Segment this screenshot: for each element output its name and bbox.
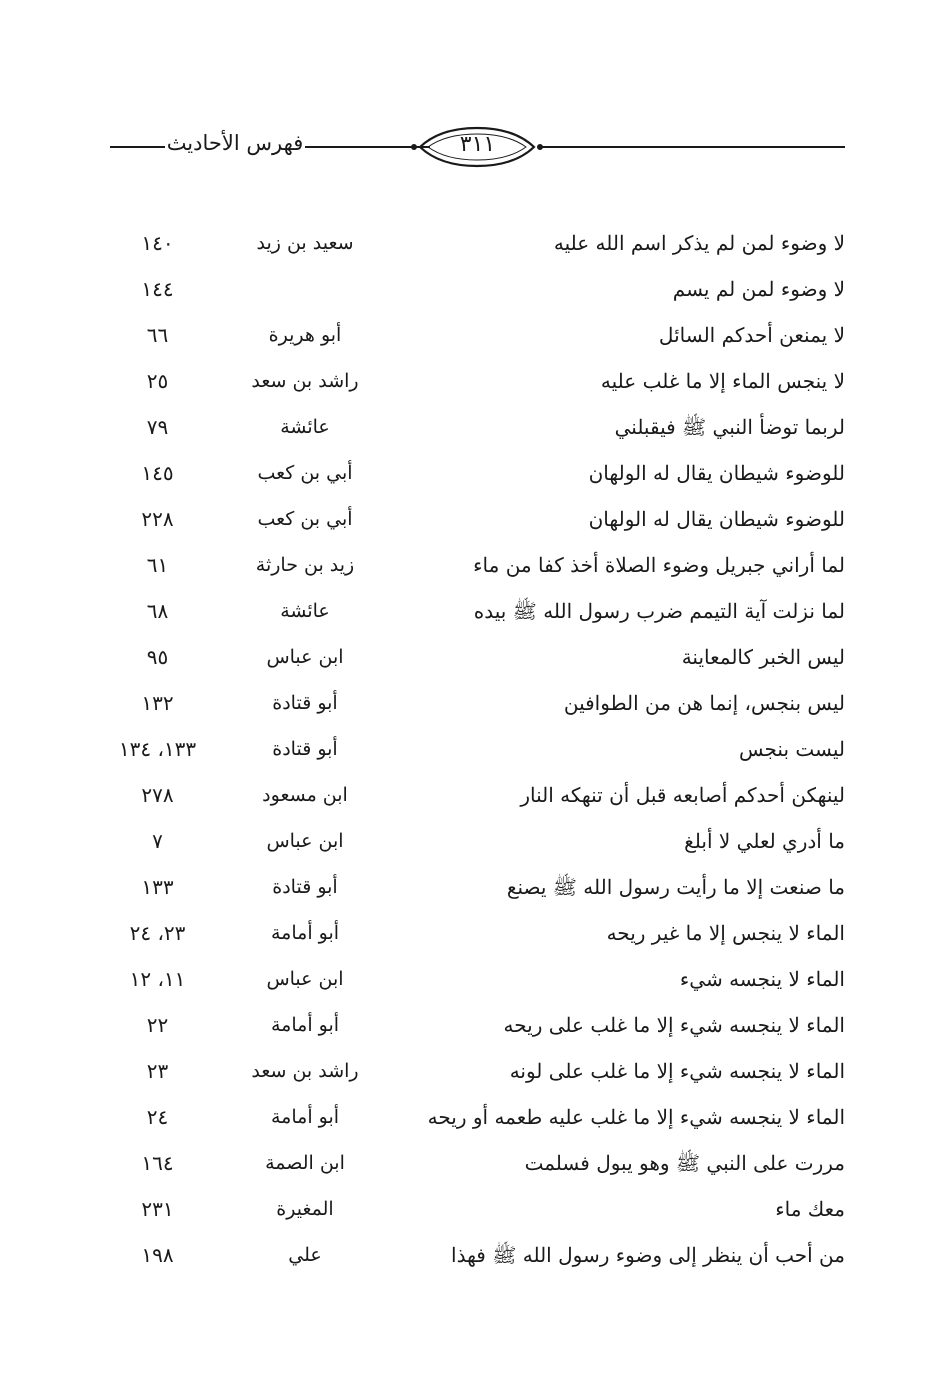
narrator-name: زيد بن حارثة [255,554,355,576]
narrator-name: أبو أمامة [270,1014,340,1036]
hadith-text: لما نزلت آية التيمم ضرب رسول الله ﷺ بيده [473,599,845,623]
table-row [110,1232,845,1278]
narrator-name: أبي بن كعب [257,462,353,484]
table-row [110,1002,845,1048]
hadith-text: معك ماء [775,1197,845,1221]
page-reference: ٩٥ [146,645,169,669]
table-row [110,1048,845,1094]
page-reference: ٢٢٨ [141,507,174,531]
hadith-text: ليس بنجس، إنما هن من الطوافين [563,691,845,715]
page-reference: ٦٨ [146,599,169,623]
hadith-text: للوضوء شيطان يقال له الولهان [588,507,845,531]
table-row [110,496,845,542]
page-reference: ٦١ [146,553,169,577]
table-row [110,220,845,266]
hadith-text: لا وضوء لمن لم يذكر اسم الله عليه [553,231,845,255]
page-reference: ٢٣، ٢٤ [129,921,186,945]
narrator-name: ابن الصمة [265,1152,345,1174]
hadith-text: لا ينجس الماء إلا ما غلب عليه [600,369,845,393]
narrator-name: أبو أمامة [270,922,340,944]
table-row [110,542,845,588]
page-reference: ٧٩ [146,415,169,439]
page-number: ٣١١ [459,132,496,157]
page-title: فهرس الأحاديث [166,131,304,155]
hadith-text: الماء لا ينجسه شيء إلا ما غلب على ريحه [503,1013,845,1037]
page-reference: ١٦٤ [141,1151,174,1175]
page-reference: ١٤٥ [141,461,174,485]
hadith-text: الماء لا ينجسه شيء إلا ما غلب عليه طعمه أو ريحه [427,1105,845,1129]
page-reference: ٢٣ [146,1059,169,1083]
hadith-text: لينهكن أحدكم أصابعه قبل أن تنهكه النار [520,783,845,807]
table-row [110,634,845,680]
page-reference: ١٤٠ [141,231,174,255]
narrator-name: أبو قتادة [272,876,338,898]
page-reference: ١٤٤ [141,277,174,301]
narrator-name: ابن مسعود [262,784,348,806]
page-reference: ١٣٣ [141,875,174,899]
narrator-name: علي [288,1244,322,1266]
page-reference: ١٩٨ [141,1243,174,1267]
narrator-name: راشد بن سعد [251,370,359,392]
table-row [110,726,845,772]
hadith-text: ما أدري لعلي لا أبلغ [684,829,845,853]
page-reference: ١٣٢ [141,691,174,715]
page-reference: ١١، ١٢ [129,967,186,991]
narrator-name: المغيرة [276,1198,334,1220]
hadith-text: للوضوء شيطان يقال له الولهان [588,461,845,485]
narrator-name: عائشة [280,600,330,622]
table-row [110,956,845,1002]
hadith-text: ليست بنجس [739,737,845,761]
page-reference: ٦٦ [146,323,169,347]
table-row [110,404,845,450]
page-reference: ٢٣١ [141,1197,174,1221]
hadith-text: لربما توضأ النبي ﷺ فيقبلني [614,415,845,439]
page-reference: ١٣٣، ١٣٤ [118,737,197,761]
narrator-name: أبو قتادة [272,692,338,714]
table-row [110,588,845,634]
page-reference: ٢٥ [146,369,169,393]
table-row [110,910,845,956]
table-row [110,312,845,358]
narrator-name: ابن عباس [266,968,344,990]
hadith-text: لما أراني جبريل وضوء الصلاة أخذ كفا من ماء [473,553,845,577]
table-row [110,266,845,312]
hadith-text: الماء لا ينجس إلا ما غير ريحه [606,921,845,945]
running-header [110,124,845,170]
narrator-name: أبو هريرة [268,324,342,346]
table-row [110,358,845,404]
narrator-name: أبي بن كعب [257,508,353,530]
table-row [110,450,845,496]
table-row [110,680,845,726]
page-reference: ٢٤ [146,1105,169,1129]
page-reference: ٧ [152,829,163,853]
narrator-name: ابن عباس [266,646,344,668]
hadith-text: لا وضوء لمن لم يسم [672,277,845,301]
hadith-text: ليس الخبر كالمعاينة [681,645,845,669]
narrator-name: سعيد بن زيد [256,232,354,254]
hadith-text: الماء لا ينجسه شيء [679,967,845,991]
narrator-name: أبو قتادة [272,738,338,760]
page-reference: ٢٢ [146,1013,169,1037]
hadith-text: مررت على النبي ﷺ وهو يبول فسلمت [524,1151,845,1175]
hadith-text: من أحب أن ينظر إلى وضوء رسول الله ﷺ فهذا [451,1243,845,1267]
table-row [110,864,845,910]
table-row [110,1094,845,1140]
hadith-text: الماء لا ينجسه شيء إلا ما غلب على لونه [509,1059,845,1083]
narrator-name: أبو أمامة [270,1106,340,1128]
hadith-text: لا يمنعن أحدكم السائل [658,323,845,347]
hadith-index-table [110,220,845,1278]
table-row [110,1140,845,1186]
narrator-name: عائشة [280,416,330,438]
narrator-name: راشد بن سعد [251,1060,359,1082]
table-row [110,818,845,864]
page-reference: ٢٧٨ [141,783,174,807]
table-row [110,1186,845,1232]
hadith-text: ما صنعت إلا ما رأيت رسول الله ﷺ يصنع [506,875,845,899]
narrator-name: ابن عباس [266,830,344,852]
table-row [110,772,845,818]
